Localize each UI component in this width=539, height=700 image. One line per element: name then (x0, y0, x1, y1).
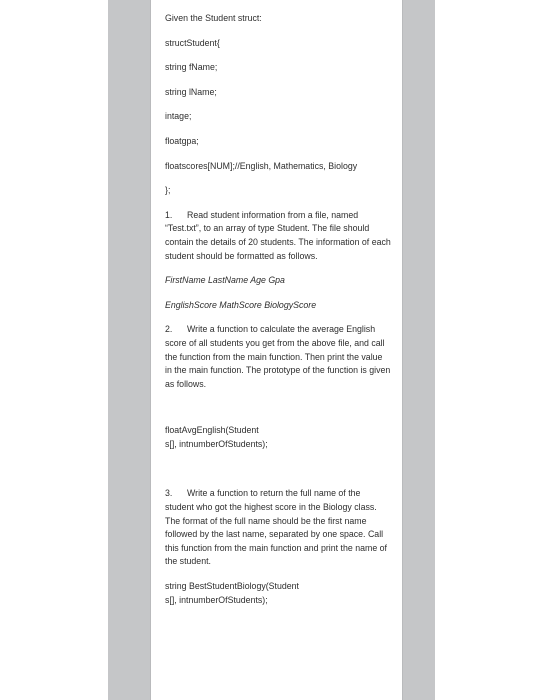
question-3 (165, 487, 391, 569)
right-gutter (403, 0, 435, 700)
struct-line-6: floatscores[NUM];//English, Mathematics, Biology (165, 160, 358, 171)
prototype-2-line-2: s[], intnumberOfStudents); (165, 438, 268, 449)
question-1-text: Read student information from a file, named “Test.txt”, to an array of type Student. The file should contain the details of 20 students. The information of each student should be formatted as follows. (165, 209, 391, 261)
left-margin (0, 0, 108, 700)
prototype-3-line-2: s[], intnumberOfStudents); (165, 594, 268, 605)
right-margin (435, 0, 539, 700)
format-line-2: EnglishScore MathScore BiologyScore (165, 299, 317, 310)
question-3-number: 3. (165, 488, 173, 499)
document-body (165, 12, 391, 607)
document-page (150, 0, 403, 700)
question-1-number: 1. (165, 209, 173, 220)
struct-line-2: string fName; (165, 62, 218, 73)
struct-line-4: intage; (165, 111, 192, 122)
question-2-number: 2. (165, 324, 173, 335)
struct-line-1: structStudent{ (165, 37, 220, 48)
left-gutter (108, 0, 150, 700)
struct-line-3: string lName; (165, 86, 217, 97)
prototype-3-line-1: string BestStudentBiology(Student (165, 581, 299, 592)
prototype-2-line-1: floatAvgEnglish(Student (165, 425, 259, 436)
intro-text: Given the Student struct: (165, 13, 262, 23)
format-line-1: FirstName LastName Age Gpa (165, 275, 285, 286)
struct-line-7: }; (165, 185, 171, 196)
question-2 (165, 323, 391, 391)
question-1 (165, 209, 391, 263)
question-3-text: Write a function to return the full name of the student who got the highest score in the Biology class. The format of the full name should be the first name followed by the last name, separated by one space. Call this function from the main function and print the name of the student. (165, 488, 388, 567)
question-2-text: Write a function to calculate the average English score of all students you get from the above file, and call the function from the main function. Then print the value in the main function. The prototype of the function is given as follows. (165, 324, 391, 389)
struct-line-5: floatgpa; (165, 135, 199, 146)
